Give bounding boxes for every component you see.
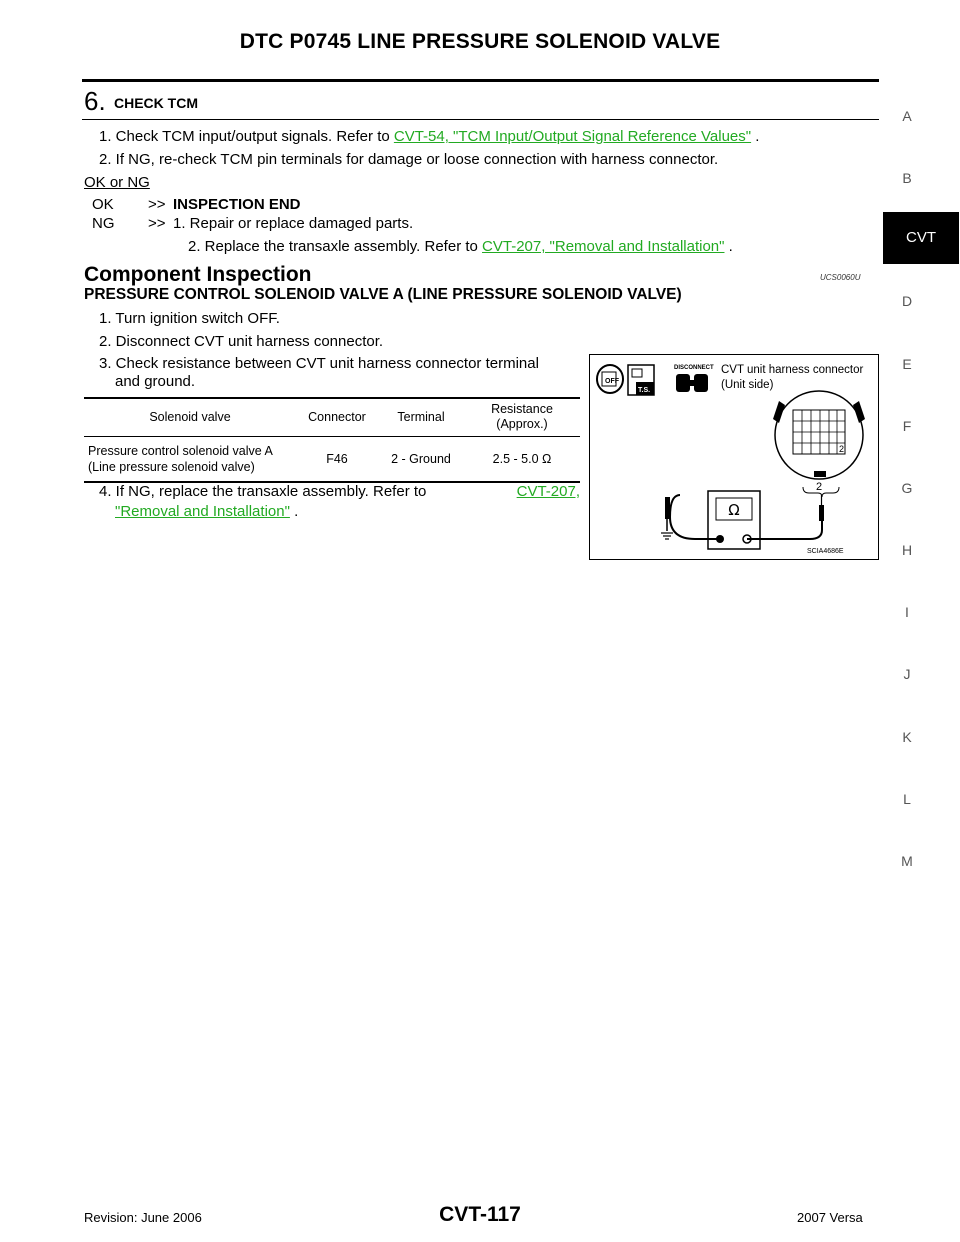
terminal-inner-label: 2 — [839, 444, 845, 454]
inspection-item-3-cont: and ground. — [115, 373, 196, 390]
ng-result-2-text: 2. Replace the transaxle assembly. Refer to — [188, 238, 483, 255]
step-item-2: 2. If NG, re-check TCM pin terminals for damage or loose connection with harness connector. — [99, 151, 719, 168]
side-index-h[interactable]: H — [901, 542, 913, 558]
col-connector: Connector — [296, 398, 378, 436]
side-index-k[interactable]: K — [902, 729, 912, 745]
cell-connector: F46 — [296, 436, 378, 482]
section-heading: Component Inspection — [84, 263, 312, 286]
side-index-l[interactable]: L — [903, 791, 911, 807]
col-solenoid-valve: Solenoid valve — [84, 398, 296, 436]
inspection-item-4-text: 4. If NG, replace the transaxle assembly. Refer to — [99, 483, 427, 500]
cell-solenoid-valve — [84, 436, 296, 482]
section-code: UCS0060U — [820, 273, 861, 282]
inspection-item-3: 3. Check resistance between CVT unit harness connector terminal — [99, 355, 539, 372]
tcm-signal-reference-link[interactable]: CVT-54, "TCM Input/Output Signal Reference Values" — [393, 128, 752, 145]
header-rule — [82, 79, 879, 82]
side-index-a[interactable]: A — [902, 108, 912, 124]
table-row — [84, 436, 580, 482]
connector-diagram — [589, 354, 879, 560]
ohmmeter — [708, 491, 760, 549]
col-resistance-label: Resistance — [491, 402, 553, 417]
inspection-item-4-tail: . — [289, 503, 299, 520]
ng-label: NG — [92, 215, 115, 232]
footer-revision: Revision: June 2006 — [84, 1210, 202, 1225]
ground-symbol — [661, 533, 673, 539]
ground-probe — [665, 497, 670, 519]
harness-connector — [773, 391, 865, 479]
step-title: CHECK TCM — [114, 95, 198, 111]
subsection-heading: PRESSURE CONTROL SOLENOID VALVE A (LINE PRESSURE SOLENOID VALVE) — [84, 286, 682, 303]
inspection-item-4-cont — [115, 503, 298, 521]
resistance-table — [84, 397, 580, 483]
ts-label: T.S. — [638, 387, 651, 394]
cell-resistance: 2.5 - 5.0 Ω — [464, 436, 580, 482]
removal-installation-link-2a[interactable]: CVT-207, — [516, 483, 580, 500]
ok-or-ng-label: OK or NG — [84, 174, 150, 191]
ground-lead — [670, 495, 720, 539]
disconnect-label: DISCONNECT — [674, 365, 714, 371]
cell-solenoid-line-2: (Line pressure solenoid valve) — [88, 459, 255, 474]
side-index-cvt-active[interactable]: CVT — [883, 212, 959, 264]
ok-result: INSPECTION END — [173, 196, 301, 213]
diagram-drawing — [590, 355, 877, 558]
terminal-probe — [819, 505, 824, 521]
col-resistance — [464, 398, 580, 436]
side-index-j[interactable]: J — [903, 666, 911, 682]
col-terminal: Terminal — [378, 398, 464, 436]
diagram-code: SCIA4686E — [807, 548, 844, 555]
terminal-lead — [747, 520, 822, 539]
terminal-outer-label: 2 — [816, 481, 823, 493]
step-item-1 — [99, 128, 759, 146]
ok-label: OK — [92, 196, 114, 213]
cell-terminal: 2 - Ground — [378, 436, 464, 482]
diagram-label-1: CVT unit harness connector — [721, 364, 864, 376]
side-index-i[interactable]: I — [905, 604, 909, 620]
footer-model: 2007 Versa — [797, 1210, 863, 1225]
side-index-f[interactable]: F — [902, 418, 912, 434]
disconnect-icon — [674, 365, 714, 392]
ng-result-2-tail: . — [724, 238, 733, 255]
side-index-d[interactable]: D — [901, 293, 913, 309]
step-number: 6. — [84, 86, 106, 116]
removal-installation-link-2b[interactable]: "Removal and Installation" — [115, 503, 290, 520]
table-top-rule — [84, 397, 580, 399]
ng-result-1: 1. Repair or replace damaged parts. — [173, 215, 414, 232]
table-header-row — [84, 398, 580, 436]
ng-arrow: >> — [148, 215, 166, 232]
side-index-e[interactable]: E — [902, 356, 912, 372]
off-label: OFF — [605, 378, 619, 385]
page-title: DTC P0745 LINE PRESSURE SOLENOID VALVE — [239, 30, 721, 53]
side-index-m[interactable]: M — [901, 853, 913, 869]
ng-result-2 — [188, 238, 733, 256]
step-item-1-text: 1. Check TCM input/output signals. Refer to — [99, 128, 394, 145]
step-item-1-tail: . — [751, 128, 760, 145]
step-rule — [82, 119, 879, 120]
inspection-item-4 — [99, 483, 580, 501]
diagram-label-2: (Unit side) — [721, 379, 774, 391]
inspection-item-1: 1. Turn ignition switch OFF. — [99, 310, 280, 327]
side-index-b[interactable]: B — [902, 170, 912, 186]
test-spec-icon — [628, 365, 654, 395]
ohm-symbol: Ω — [728, 501, 740, 519]
removal-installation-link[interactable]: CVT-207, "Removal and Installation" — [482, 238, 725, 255]
cell-solenoid-line-1: Pressure control solenoid valve A — [88, 443, 273, 458]
col-resistance-approx: (Approx.) — [496, 417, 548, 432]
side-index-g[interactable]: G — [901, 480, 913, 496]
ok-arrow: >> — [148, 196, 166, 213]
footer-page-number: CVT-117 — [439, 1203, 521, 1226]
inspection-item-2: 2. Disconnect CVT unit harness connector. — [99, 333, 384, 350]
ignition-off-icon — [597, 365, 623, 393]
